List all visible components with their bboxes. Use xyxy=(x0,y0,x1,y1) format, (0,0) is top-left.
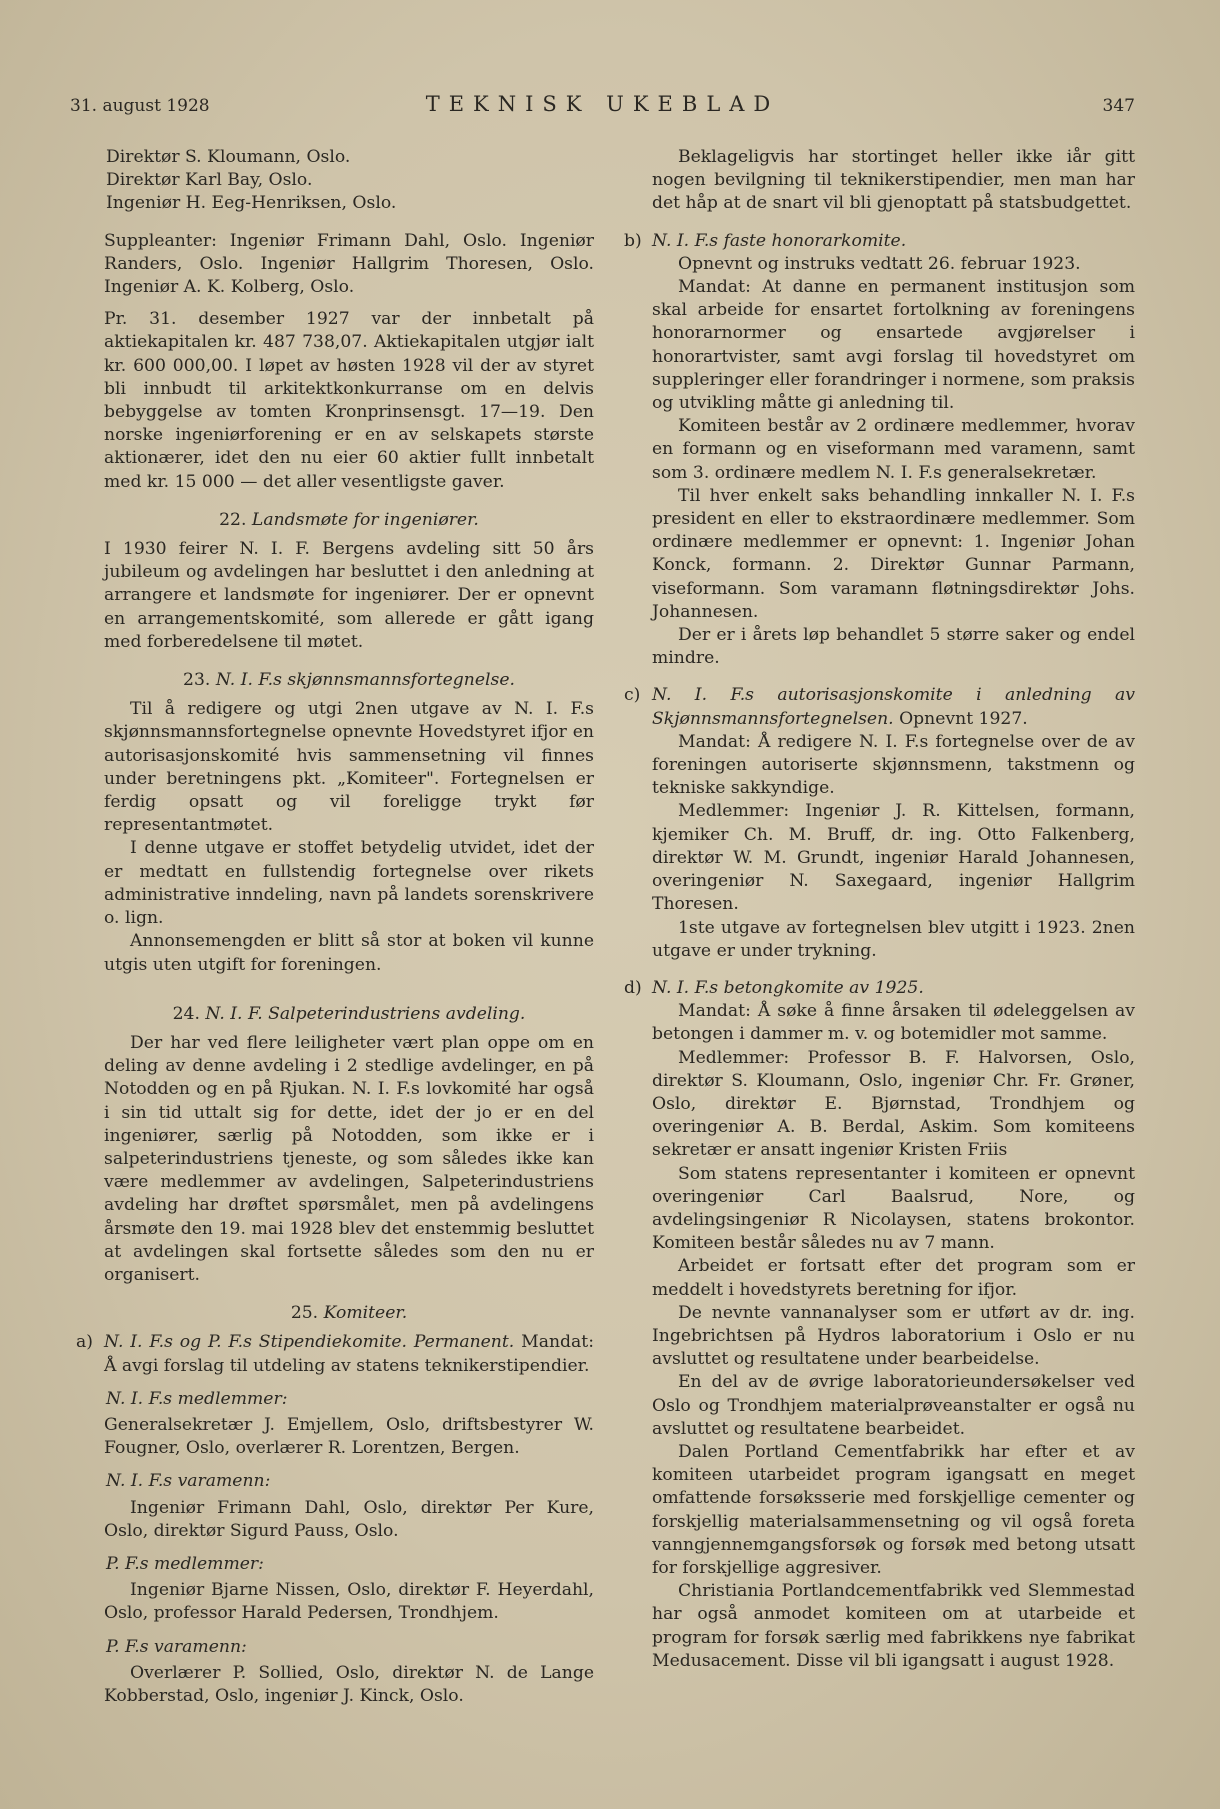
section-number: 24. xyxy=(172,1003,200,1024)
paragraph: Beklageligvis har stortinget heller ikke iår gitt nogen bevilgning til teknikerstipendier, men man har det håp at de snart vil bli gjenoptatt på statsbudgettet. xyxy=(652,147,1135,214)
board-member: Ingeniør H. Eeg-Henriksen, Oslo. xyxy=(106,193,397,214)
committee-title: N. I. F.s faste honorarkomite. xyxy=(652,230,907,251)
committee-title: N. I. F.s betongkomite av 1925. xyxy=(652,977,924,998)
committee-a xyxy=(76,1331,595,1377)
paragraph: Til å redigere og utgi 2nen utgave av N. I. F.s skjønnsmannsfortegnelse opnevnte Hovedstyret ifjor en autorisasjonskomité hvis sammensetning vil finnes under beretningens pkt. „Komiteer". Fortegnelsen er ferdig opsatt og vil foreligge trykt før representantmøtet. xyxy=(104,699,594,836)
page-number: 347 xyxy=(1102,96,1135,116)
item-marker: b) xyxy=(624,230,642,251)
section-title: Komiteer. xyxy=(323,1303,408,1324)
committee-c xyxy=(624,684,1135,730)
paragraph: Christiania Portlandcementfabrikk ved Slemmestad har også anmodet komiteen om at utarbeide et program for forsøk særlig med fabrikkens nye fabrikat Medusacement. Disse vil bli igangsatt i august 1928. xyxy=(652,1581,1135,1671)
member-list: Generalsekretær J. Emjellem, Oslo, driftsbestyrer W. Fougner, Oslo, overlærer R. Lorentzen, Bergen. xyxy=(104,1414,594,1459)
committee-title: N. I. F.s autorisasjonskomite i anledning av Skjønnsmannsfortegnelsen. xyxy=(652,685,1135,729)
paragraph: Dalen Portland Cementfabrikk har efter et av komiteen utarbeidet program igangsatt en meget omfattende forsøksserie med forskjellige cementer og forskjellig materialsammensetning og vil også foreta vanngjennemgangsforsøk og forsøk med betong utsatt for forskjellige aggresiver. xyxy=(652,1441,1135,1578)
paragraph: Mandat: Å redigere N. I. F.s fortegnelse over de av foreningen autoriserte skjønnsmenn, takstmenn og tekniske sakkyndige. xyxy=(652,731,1135,799)
paragraph: Medlemmer: Professor B. F. Halvorsen, Oslo, direktør S. Kloumann, Oslo, ingeniør Chr. Fr. Grøner, Oslo, direktør E. Bjørnstad, Trondhjem og overingeniør A. B. Berdal, Askim. Som komiteens sekretær er ansatt ingeniør Kristen Friis xyxy=(652,1047,1135,1161)
paragraph: Som statens representanter i komiteen er opnevnt overingeniør Carl Baalsrud, Nore, og avdelingsingeniør R Nicolaysen, statens brokontor. Komiteen består således nu av 7 mann. xyxy=(652,1163,1135,1254)
section-title: N. I. F. Salpeterindustriens avdeling. xyxy=(205,1003,526,1024)
paragraph: En del av de øvrige laboratorieundersøkelser ved Oslo og Trondhjem materialprøveanstalter er også nu avsluttet og resultatene bearbeidet. xyxy=(652,1372,1135,1439)
paragraph: I denne utgave er stoffet betydelig utvidet, idet der er medtatt en fullstendig fortegnelse over rikets administrative inndeling, navn på landets sorenskrivere o. lign. xyxy=(104,838,594,929)
paragraph: Medlemmer: Ingeniør J. R. Kittelsen, formann, kjemiker Ch. M. Bruff, dr. ing. Otto Falkenberg, direktør W. M. Grundt, ingeniør Harald Johannesen, overingeniør N. Saxegaard, ingeniør Hallgrim Thoresen. xyxy=(652,801,1135,915)
paragraph: Til hver enkelt saks behandling innkaller N. I. F.s president en eller to ekstraordinære medlemmer. Som ordinære medlemmer er opnevnt: 1. Ingeniør Johan Konck, formann. 2. Direktør Gunnar Parmann, viseformann. Som varamann fløtningsdirektør Johs. Johannesen. xyxy=(652,485,1135,622)
paragraph: 1ste utgave av fortegnelsen blev utgitt i 1923. 2nen utgave er under trykning. xyxy=(652,917,1135,961)
issue-date: 31. august 1928 xyxy=(70,96,210,116)
paragraph: Opnevnt og instruks vedtatt 26. februar 1923. xyxy=(678,253,1081,274)
item-marker: c) xyxy=(624,685,641,706)
item-marker: a) xyxy=(76,1332,93,1353)
paragraph: De nevnte vannanalyser som er utført av dr. ing. Ingebrichtsen på Hydros laboratorium i Oslo er nu avsluttet og resultatene under bearbeidelse. xyxy=(652,1302,1135,1370)
appointed-year: Opnevnt 1927. xyxy=(899,708,1028,729)
section-number: 25. xyxy=(290,1303,319,1324)
left-column xyxy=(76,146,595,1708)
committee-b xyxy=(624,230,1135,253)
section-number: 23. xyxy=(183,670,211,691)
section-heading-25 xyxy=(104,1302,594,1325)
board-member: Direktør S. Kloumann, Oslo. xyxy=(106,147,351,167)
section-heading-22 xyxy=(104,509,594,532)
committee-mandate: Mandat: Å avgi forslag til utdeling av statens teknikerstipendier. xyxy=(104,1332,595,1376)
section-title: N. I. F.s skjønnsmannsfortegnelse. xyxy=(215,670,515,691)
committee-d xyxy=(624,977,1135,1000)
sub-label: P. F.s varamenn: xyxy=(106,1636,247,1657)
sub-label: N. I. F.s varamenn: xyxy=(106,1471,271,1492)
right-column xyxy=(624,146,1135,1673)
paragraph: Der er i årets løp behandlet 5 større saker og endel mindre. xyxy=(652,625,1135,669)
member-list: Ingeniør Bjarne Nissen, Oslo, direktør F. Heyerdahl, Oslo, professor Harald Pedersen, Trondhjem. xyxy=(104,1580,594,1624)
section-heading-24 xyxy=(104,1003,594,1026)
item-marker: d) xyxy=(624,977,642,998)
committee-title: N. I. F.s og P. F.s Stipendiekomite. Permanent. xyxy=(104,1332,515,1353)
board-list xyxy=(104,146,594,216)
member-list: Ingeniør Frimann Dahl, Oslo, direktør Per Kure, Oslo, direktør Sigurd Pauss, Oslo. xyxy=(104,1497,594,1541)
sub-label: N. I. F.s medlemmer: xyxy=(106,1388,288,1409)
member-list: Overlærer P. Sollied, Oslo, direktør N. de Lange Kobberstad, Oslo, ingeniør J. Kinck, Oslo. xyxy=(104,1662,594,1706)
board-member: Direktør Karl Bay, Oslo. xyxy=(106,170,313,191)
paragraph: Komiteen består av 2 ordinære medlemmer, hvorav en formann og en viseformann med varamenn, samt som 3. ordinære medlem N. I. F.s generalsekretær. xyxy=(652,416,1135,483)
section-title: Landsmøte for ingeniører. xyxy=(251,509,479,530)
paragraph: Arbeidet er fortsatt efter det program som er meddelt i hovedstyrets beretning for ifjor. xyxy=(652,1256,1135,1300)
paragraph: Annonsemengden er blitt så stor at boken vil kunne utgis uten utgift for foreningen. xyxy=(104,931,594,975)
page-header xyxy=(70,92,1135,122)
paragraph: Der har ved flere leiligheter vært plan oppe om en deling av denne avdeling i 2 stedlige avdelinger, en på Notodden og en på Rjukan. N. I. F.s lovkomité har også i sin tid uttalt sig for dette, idet der jo er en del ingeniører, særlig på Notodden, som ikke er i salpeterindustriens tjeneste, og som således ikke kan være medlemmer av avdelingen, Salpeterindustriens avdeling har drøftet spørsmålet, men på avdelingens årsmøte den 19. mai 1928 blev det enstemmig besluttet at avdelingen skal fortsette således som den nu er organisert. xyxy=(104,1032,594,1285)
suppleanter-paragraph: Suppleanter: Ingeniør Frimann Dahl, Oslo. Ingeniør Randers, Oslo. Ingeniør Hallgrim Thoresen, Oslo. Ingeniør A. K. Kolberg, Oslo. xyxy=(104,230,594,298)
paragraph: I 1930 feirer N. I. F. Bergens avdeling sitt 50 års jubileum og avdelingen har besluttet i den anledning at arrangere et landsmøte for ingeniører. Der er opnevnt en arrangementskomité, som allerede er gått igang med forberedelsene til møtet. xyxy=(104,539,594,652)
paragraph: Mandat: At danne en permanent institusjon som skal arbeide for ensartet fortolkning av foreningens honorarnormer og ensartede avgjørelser i honorartvister, samt avgi forslag til hovedstyret om suppleringer eller forandringer i normene, som praksis og utvikling måtte gi anledning til. xyxy=(652,277,1135,414)
section-heading-23 xyxy=(104,669,594,692)
capital-paragraph: Pr. 31. desember 1927 var der innbetalt på aktiekapitalen kr. 487 738,07. Aktiekapitalen utgjør ialt kr. 600 000,00. I løpet av høsten 1928 vil der av styret bli innbudt til arkitektkonkurranse om en delvis bebyggelse av tomten Kronprinsensgt. 17—19. Den norske ingeniørforening er en av selskapets største aktionærer, idet den nu eier 60 aktier fullt innbetalt med kr. 15 000 — det aller vesentligste gaver. xyxy=(104,309,594,492)
section-number: 22. xyxy=(219,509,247,530)
sub-label: P. F.s medlemmer: xyxy=(106,1553,264,1574)
journal-title: TEKNISK UKEBLAD xyxy=(425,92,780,116)
paragraph: Mandat: Å søke å finne årsaken til ødeleggelsen av betongen i dammer m. v. og botemidler mot samme. xyxy=(652,1001,1135,1045)
